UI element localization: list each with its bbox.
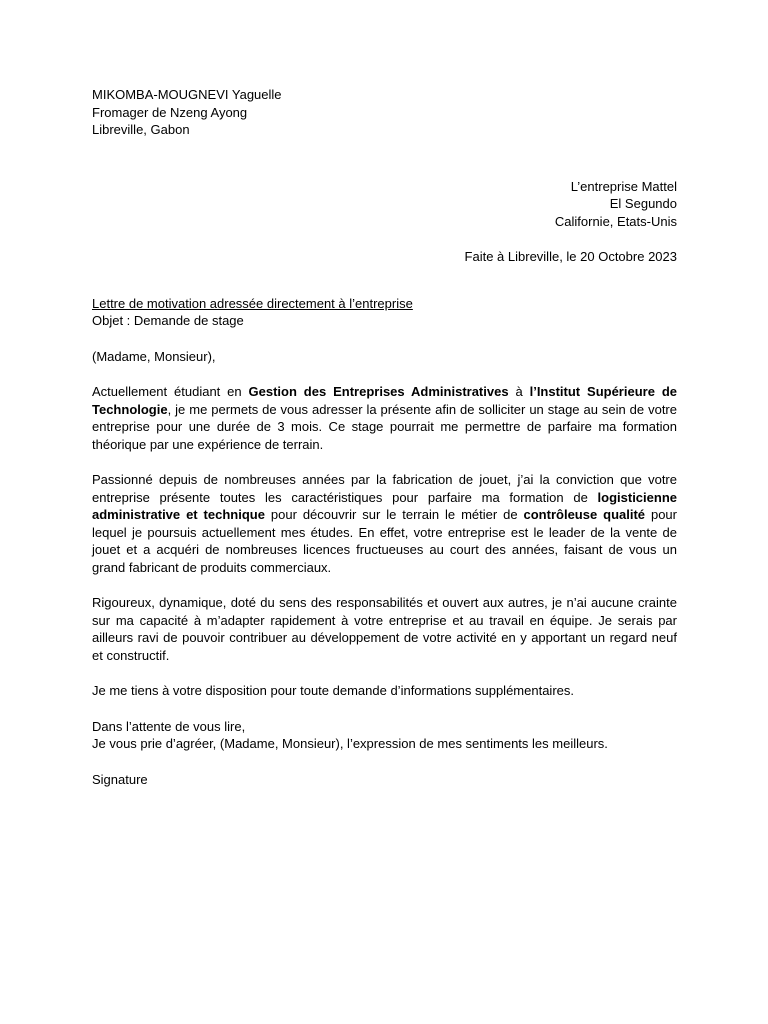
subject-object: Objet : Demande de stage <box>92 313 244 328</box>
paragraph-text: pour découvrir sur le terrain le métier de <box>264 507 524 522</box>
closing-line-1: Dans l’attente de vous lire, <box>92 718 246 734</box>
paragraph-text: , je me permets de vous adresser la présente afin de solliciter un stage au sein de votre entreprise pour une durée de 3 mois. Ce stage pourrait me permettre de parfaire ma formation théorique par une expérience de terrain. <box>92 401 677 452</box>
date-line: Faite à Libreville, le 20 Octobre 2023 <box>464 249 677 264</box>
subject-block <box>92 295 677 330</box>
sender-name: MIKOMBA-MOUGNEVI Yaguelle <box>92 87 282 102</box>
sender-address <box>92 86 677 139</box>
signature: Signature <box>92 771 148 787</box>
recipient-address <box>92 178 677 231</box>
paragraph-qualities: Rigoureux, dynamique, doté du sens des responsabilités et ouvert aux autres, je n’ai aucune crainte sur ma capacité à m’adapter rapidement à votre entreprise et au travail en équipe. Je serais par ailleurs ravi de pouvoir contribuer au développement de votre activité en y apportant un regard neuf et constructif. <box>92 595 677 663</box>
recipient-region: Californie, Etats-Unis <box>554 213 677 229</box>
bold-program: Gestion des Entreprises Administratives <box>248 384 509 399</box>
bold-profession: contrôleuse qualité <box>523 507 646 522</box>
paragraph-text: Actuellement étudiant en <box>92 384 249 399</box>
sender-street: Fromager de Nzeng Ayong <box>92 104 248 120</box>
recipient-city: El Segundo <box>609 196 677 211</box>
closing <box>92 718 677 753</box>
paragraph-motivation <box>92 471 677 576</box>
salutation: (Madame, Monsieur), <box>92 348 216 364</box>
paragraph-text: pour lequel je poursuis actuellement mes études. En effet, votre entreprise est le leader de la vente de jouet et a acquéri de nombreuses licences fructueuses au court des années, faisant de vous un grand fabricant de produits commerciaux. <box>92 507 677 575</box>
bold-institution: l’Institut Supérieure de Technologie <box>92 384 677 417</box>
closing-line-2: Je vous prie d’agréer, (Madame, Monsieur), l’expression de mes sentiments les meilleurs. <box>92 736 608 751</box>
sender-city: Libreville, Gabon <box>92 122 190 137</box>
subject-heading: Lettre de motivation adressée directement à l’entreprise <box>92 295 413 311</box>
bold-training: logisticienne administrative et technique <box>92 489 677 522</box>
letter-page <box>92 86 677 788</box>
paragraph-introduction <box>92 383 677 453</box>
recipient-company: L’entreprise Mattel <box>570 178 677 194</box>
paragraph-text: Passionné depuis de nombreuses années par la fabrication de jouet, j’ai la conviction que votre entreprise présente toutes les caractéristiques pour parfaire ma formation de <box>92 472 677 505</box>
paragraph-availability: Je me tiens à votre disposition pour toute demande d’informations supplémentaires. <box>92 683 574 698</box>
paragraph-text: à <box>508 384 530 399</box>
